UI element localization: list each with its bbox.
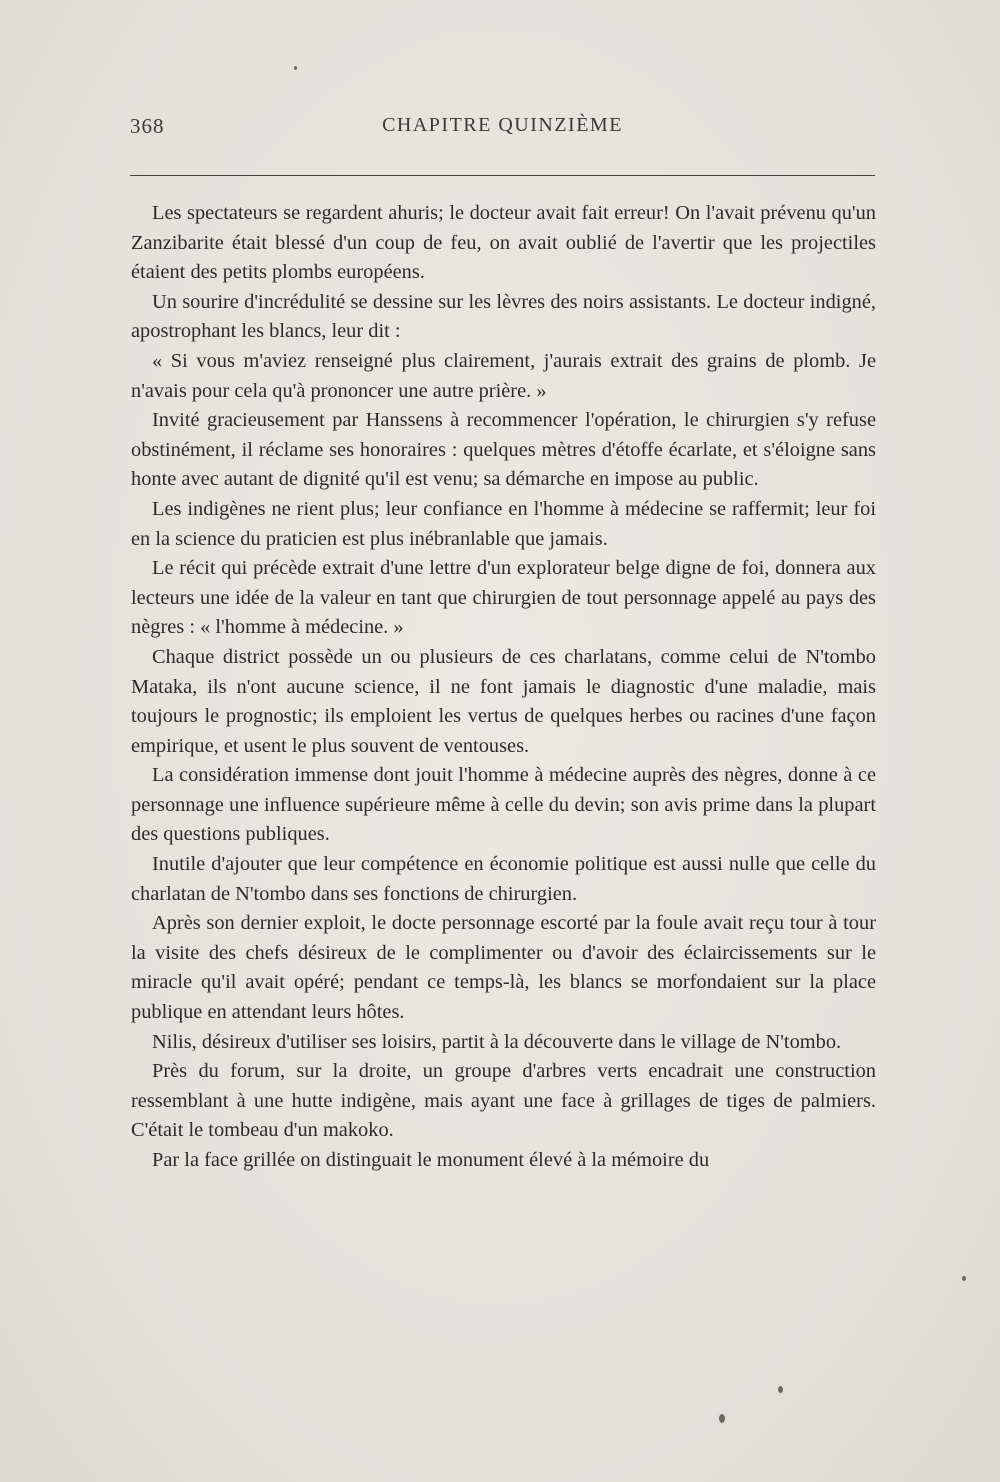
paper-speck: [294, 66, 297, 70]
paper-speck: [778, 1386, 783, 1393]
paragraph: « Si vous m'aviez renseigné plus clairement, j'aurais extrait des grains de plomb. Je n'avais pour cela qu'à prononcer une autre prière. »: [131, 349, 876, 402]
paper-speck: [719, 1414, 725, 1423]
page-number: 368: [130, 114, 165, 138]
paragraph: Inutile d'ajouter que leur compétence en économie politique est aussi nulle que celle du charlatan de N'tombo dans ses fonctions de chirurgien.: [131, 853, 876, 905]
paragraph: Invité gracieusement par Hanssens à recommencer l'opération, le chirurgien s'y refuse obstinément, il réclame ses honoraires : quelques mètres d'étoffe écarlate, et s'éloigne sans honte avec autant de dignité qu'il est venu; sa démarche en impose au public.: [131, 409, 876, 491]
paragraph: Les spectateurs se regardent ahuris; le docteur avait fait erreur! On l'avait prévenu qu'un Zanzibarite était blessé d'un coup de feu, on avait oublié de l'avertir que les projectiles étaient des petits plombs européens.: [131, 202, 876, 284]
header-rule: [130, 175, 875, 176]
paragraph: Les indigènes ne rient plus; leur confiance en l'homme à médecine se raffermit; leur foi en la science du praticien est plus inébranlable que jamais.: [131, 497, 876, 550]
paragraph: Nilis, désireux d'utiliser ses loisirs, partit à la découverte dans le village de N'tombo.: [152, 1030, 842, 1053]
chapter-title: CHAPITRE QUINZIÈME: [382, 114, 623, 136]
paper-speck: [962, 1276, 966, 1281]
paragraph: Près du forum, sur la droite, un groupe d'arbres verts encadrait une construction ressemblant à une hutte indigène, mais ayant une face à grillages de tiges de palmiers. C'était le tombeau d'un makoko.: [131, 1060, 876, 1142]
paragraph: Après son dernier exploit, le docte personnage escorté par la foule avait reçu tour à tour la visite des chefs désireux de le complimenter ou d'avoir des éclaircissements sur le miracle qu'il avait opéré; pendant ce temps-là, les blancs se morfondaient sur la place publique en attendant leurs hôtes.: [131, 912, 876, 1024]
paragraph: Le récit qui précède extrait d'une lettre d'un explorateur belge digne de foi, donnera aux lecteurs une idée de la valeur en tant que chirurgien de tout personnage appelé au pays des nègres : « l'homme à médecine. »: [131, 557, 876, 639]
paragraph: Par la face grillée on distinguait le monument élevé à la mémoire du: [152, 1149, 710, 1171]
paragraph: La considération immense dont jouit l'homme à médecine auprès des nègres, donne à ce personnage une influence supérieure même à celle du devin; son avis prime dans la plupart des questions publiques.: [131, 764, 876, 846]
body-text: [131, 199, 876, 1176]
paragraph: Chaque district possède un ou plusieurs de ces charlatans, comme celui de N'tombo Mataka, ils n'ont aucune science, il ne font jamais le diagnostic d'une maladie, mais toujours le prognostic; ils emploient les vertus de quelques herbes ou racines d'une façon empirique, et usent le plus souvent de ventouses.: [131, 645, 876, 757]
paragraph: Un sourire d'incrédulité se dessine sur les lèvres des noirs assistants. Le docteur indigné, apostrophant les blancs, leur dit :: [131, 290, 876, 343]
running-head: [130, 114, 875, 148]
